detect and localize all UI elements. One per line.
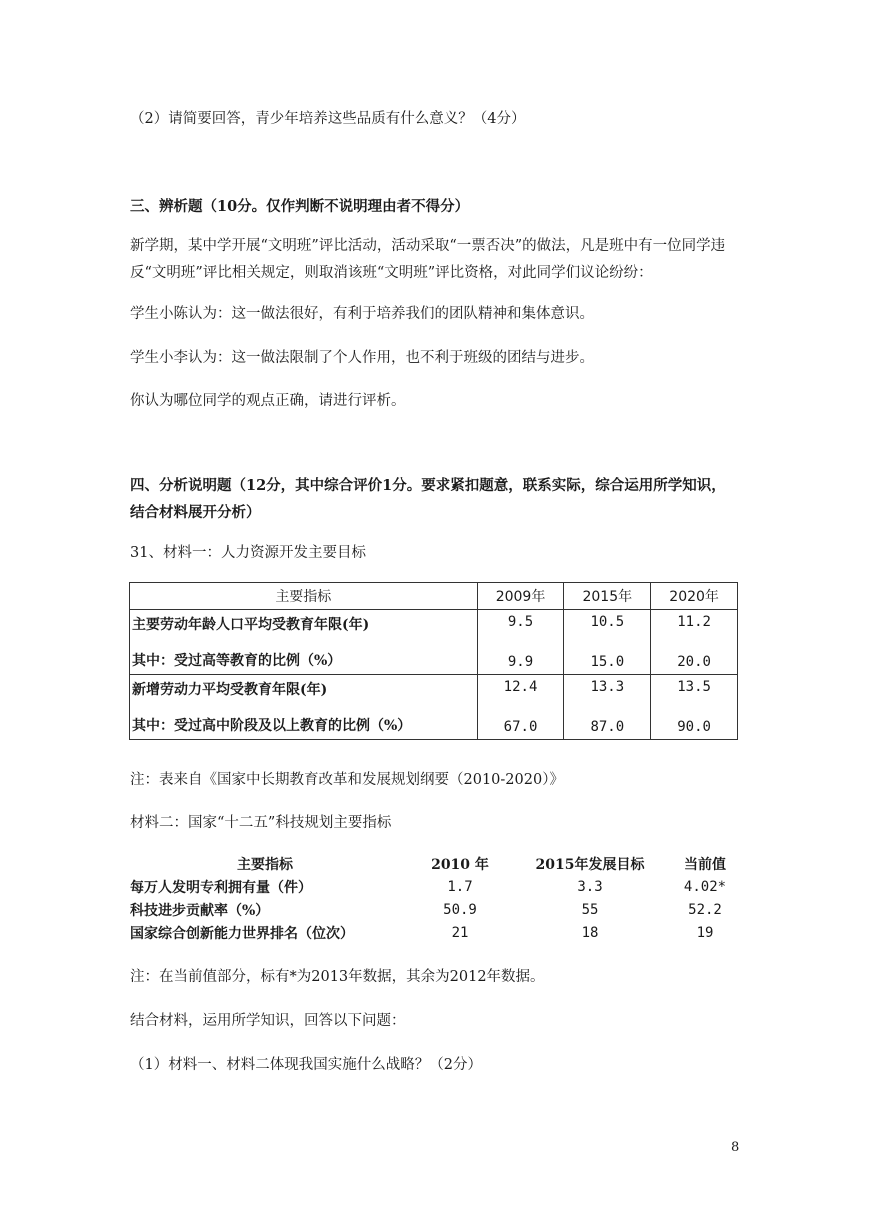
table-header: 主要指标 [237, 856, 293, 873]
cell-value: 52.2 [688, 901, 722, 918]
table-header: 2009年 [477, 583, 564, 610]
material2-title: 材料二：国家“十二五”科技规划主要指标 [130, 815, 392, 831]
section3-heading: 三、辨析题（10分。仅作判断不说明理由者不得分） [130, 198, 470, 215]
table-header: 当前值 [684, 856, 726, 873]
table-row [130, 875, 750, 898]
table-row [130, 921, 750, 944]
student-chen-view: 学生小陈认为：这一做法很好，有利于培养我们的团队精神和集体意识。 [130, 306, 594, 322]
cell-value: 9.9 [507, 654, 534, 670]
cell-value: 10.5 [590, 614, 625, 630]
indicator-name: 国家综合创新能力世界排名（位次） [130, 925, 354, 942]
cell-value: 13.5 [677, 679, 711, 695]
table-header-row [130, 583, 738, 610]
cell-value: 90.0 [677, 719, 711, 735]
indicator-name: 科技进步贡献率（%） [130, 902, 270, 919]
cell-value: 19 [696, 924, 714, 941]
question-2-sub: （2）请简要回答，青少年培养这些品质有什么意义？（4分） [130, 111, 526, 127]
table-tech-plan [130, 852, 750, 944]
cell-value: 50.9 [443, 901, 477, 918]
table-header: 2015年 [564, 583, 651, 610]
cell-value: 55 [581, 901, 599, 918]
table-header: 2010 年 [431, 856, 489, 873]
cell-value: 21 [451, 924, 469, 941]
indicator-name: 每万人发明专利拥有量（件） [130, 879, 312, 896]
indicator-sub: 其中：受过高中阶段及以上教育的比例（%） [132, 718, 412, 734]
table-row [130, 898, 750, 921]
material1-title: 31、材料一：人力资源开发主要目标 [130, 545, 366, 561]
cell-value: 1.7 [447, 878, 473, 895]
question-1: （1）材料一、材料二体现我国实施什么战略？（2分） [130, 1057, 482, 1073]
table-header: 2015年发展目标 [535, 856, 645, 873]
cell-value: 12.4 [503, 679, 538, 695]
indicator-name: 新增劳动力平均受教育年限(年) [132, 682, 328, 698]
cell-value: 20.0 [677, 654, 711, 670]
table-row [130, 610, 738, 675]
page-number: 8 [731, 1140, 740, 1155]
cell-value: 3.3 [577, 878, 603, 895]
student-li-view: 学生小李认为：这一做法限制了个人作用，也不利于班级的团结与进步。 [130, 350, 594, 366]
section4-heading: 四、分析说明题（12分，其中综合评价1分。要求紧扣题意，联系实际，综合运用所学知识，结合材料展开分析） [130, 477, 726, 521]
table2-note: 注：在当前值部分，标有*为2013年数据，其余为2012年数据。 [130, 969, 545, 985]
table-header: 2020年 [651, 583, 738, 610]
indicator-sub: 其中：受过高等教育的比例（%） [132, 653, 342, 669]
cell-value: 87.0 [590, 719, 625, 735]
table-human-resources [129, 582, 738, 740]
table-header: 主要指标 [130, 583, 478, 610]
cell-value: 15.0 [590, 654, 625, 670]
cell-value: 67.0 [503, 719, 538, 735]
table1-note: 注：表来自《国家中长期教育改革和发展规划纲要（2010-2020）》 [130, 772, 564, 788]
cell-value: 18 [581, 924, 599, 941]
indicator-name: 主要劳动年龄人口平均受教育年限(年) [132, 617, 370, 633]
table-header-row [130, 852, 750, 875]
cell-value: 11.2 [677, 614, 711, 630]
section3-paragraph: 新学期，某中学开展“文明班”评比活动，活动采取“一票否决”的做法，凡是班中有一位同学违反“文明班”评比相关规定，则取消该班“文明班”评比资格，对此同学们议论纷纷： [130, 238, 726, 281]
table-row [130, 675, 738, 740]
section3-question: 你认为哪位同学的观点正确，请进行评析。 [130, 393, 406, 409]
cell-value: 13.3 [590, 679, 625, 695]
instruction: 结合材料，运用所学知识，回答以下问题： [130, 1013, 406, 1029]
cell-value: 9.5 [507, 614, 534, 630]
cell-value: 4.02* [683, 878, 727, 895]
